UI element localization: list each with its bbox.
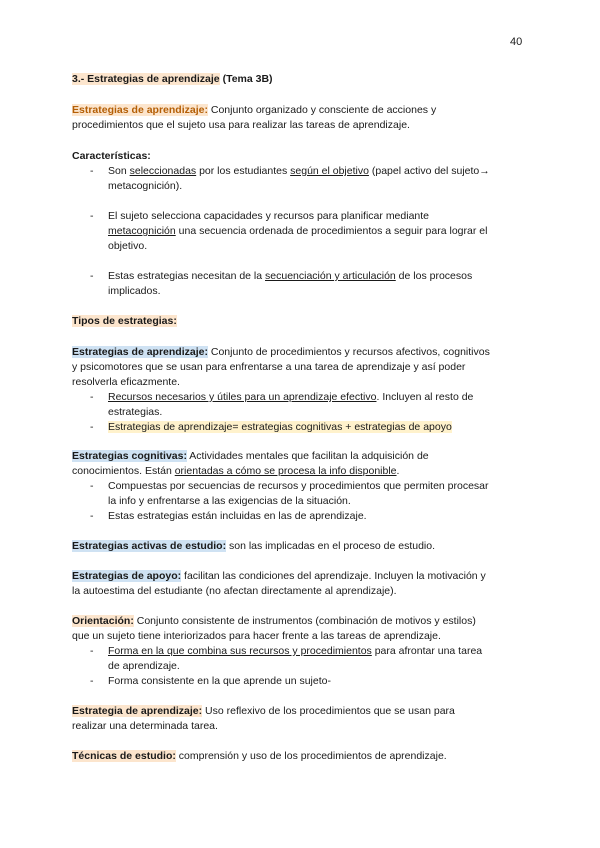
list-item: - Estas estrategias necesitan de la secuenciación y articulación de los procesos implicados. xyxy=(72,269,492,299)
section-heading xyxy=(72,72,492,87)
orientacion-list xyxy=(72,644,492,689)
page-number: 40 xyxy=(510,36,523,48)
cognitivas-paragraph: Estrategias cognitivas: Actividades mentales que facilitan la adquisición de conocimientos. Están orientadas a cómo se procesa la info disponible. xyxy=(72,450,429,477)
list-item: - El sujeto selecciona capacidades y recursos para planificar mediante metacognición una secuencia ordenada de procedimientos a seguir para lograr el objetivo. xyxy=(72,209,492,254)
document-body xyxy=(72,72,492,764)
caracteristicas-list xyxy=(72,164,492,299)
estrategia-aprendizaje-paragraph: Estrategia de aprendizaje: Uso reflexivo de los procedimientos que se usan para realizar una determinada tarea. xyxy=(72,705,455,732)
list-item: - Estas estrategias están incluidas en las de aprendizaje. xyxy=(72,509,492,524)
tecnicas-term: Técnicas de estudio: xyxy=(72,750,176,762)
cognitivas-term: Estrategias cognitivas: xyxy=(72,450,187,462)
caracteristicas-title: Características: xyxy=(72,150,151,162)
cognitivas-list xyxy=(72,479,492,524)
aprendizaje-paragraph: Estrategias de aprendizaje: Conjunto de procedimientos y recursos afectivos, cognitivos y psicomotores que se usan para enfrentarse a una tarea de aprendizaje y así poder resolverla eficazmente. xyxy=(72,346,490,388)
list-item xyxy=(72,420,492,435)
list-item: - Recursos necesarios y útiles para un aprendizaje efectivo. Incluyen al resto de estrategias. xyxy=(72,390,492,420)
list-item: - Forma en la que combina sus recursos y procedimientos para afrontar una tarea de aprendizaje. xyxy=(72,644,492,674)
activas-term: Estrategias activas de estudio: xyxy=(72,540,227,552)
list-item: - Forma consistente en la que aprende un sujeto- xyxy=(72,674,492,689)
estrategia-aprendizaje-term: Estrategia de aprendizaje: xyxy=(72,705,203,717)
apoyo-term: Estrategias de apoyo: xyxy=(72,570,182,582)
definition-paragraph xyxy=(72,103,492,133)
section-subtitle: (Tema 3B) xyxy=(219,73,273,85)
aprendizaje-list xyxy=(72,390,492,435)
list-item: - Compuestas por secuencias de recursos y procedimientos que permiten procesar la info y enfrentarse a las exigencias de la situación. xyxy=(72,479,492,509)
aprendizaje-term: Estrategias de aprendizaje: xyxy=(72,346,208,358)
orientacion-term: Orientación: xyxy=(72,615,134,627)
tipos-title: Tipos de estrategias: xyxy=(72,315,177,327)
formula-highlight: Estrategias de aprendizaje= estrategias cognitivas + estrategias de apoyo xyxy=(108,421,452,433)
definition-text: Conjunto organizado y consciente de acciones y procedimientos que el sujeto usa para realizar las tareas de aprendizaje. xyxy=(72,104,437,131)
tecnicas-paragraph: Técnicas de estudio: comprensión y uso de los procedimientos de aprendizaje. xyxy=(72,750,447,762)
section-title: 3.- Estrategias de aprendizaje xyxy=(72,73,220,85)
orientacion-paragraph: Orientación: Conjunto consistente de instrumentos (combinación de motivos y estilos) que un sujeto tiene interiorizados para hacer frente a las tareas de aprendizaje. xyxy=(72,615,476,642)
activas-paragraph: Estrategias activas de estudio: son las implicadas en el proceso de estudio. xyxy=(72,540,436,552)
apoyo-paragraph: Estrategias de apoyo: facilitan las condiciones del aprendizaje. Incluyen la motivación y la autoestima del estudiante (no afectan directamente al aprendizaje). xyxy=(72,570,486,597)
list-item: - Son seleccionadas por los estudiantes según el objetivo (papel activo del sujeto→ metacognición). xyxy=(72,164,492,194)
tipos-heading xyxy=(72,314,492,329)
definition-term: Estrategias de aprendizaje: xyxy=(72,104,208,116)
